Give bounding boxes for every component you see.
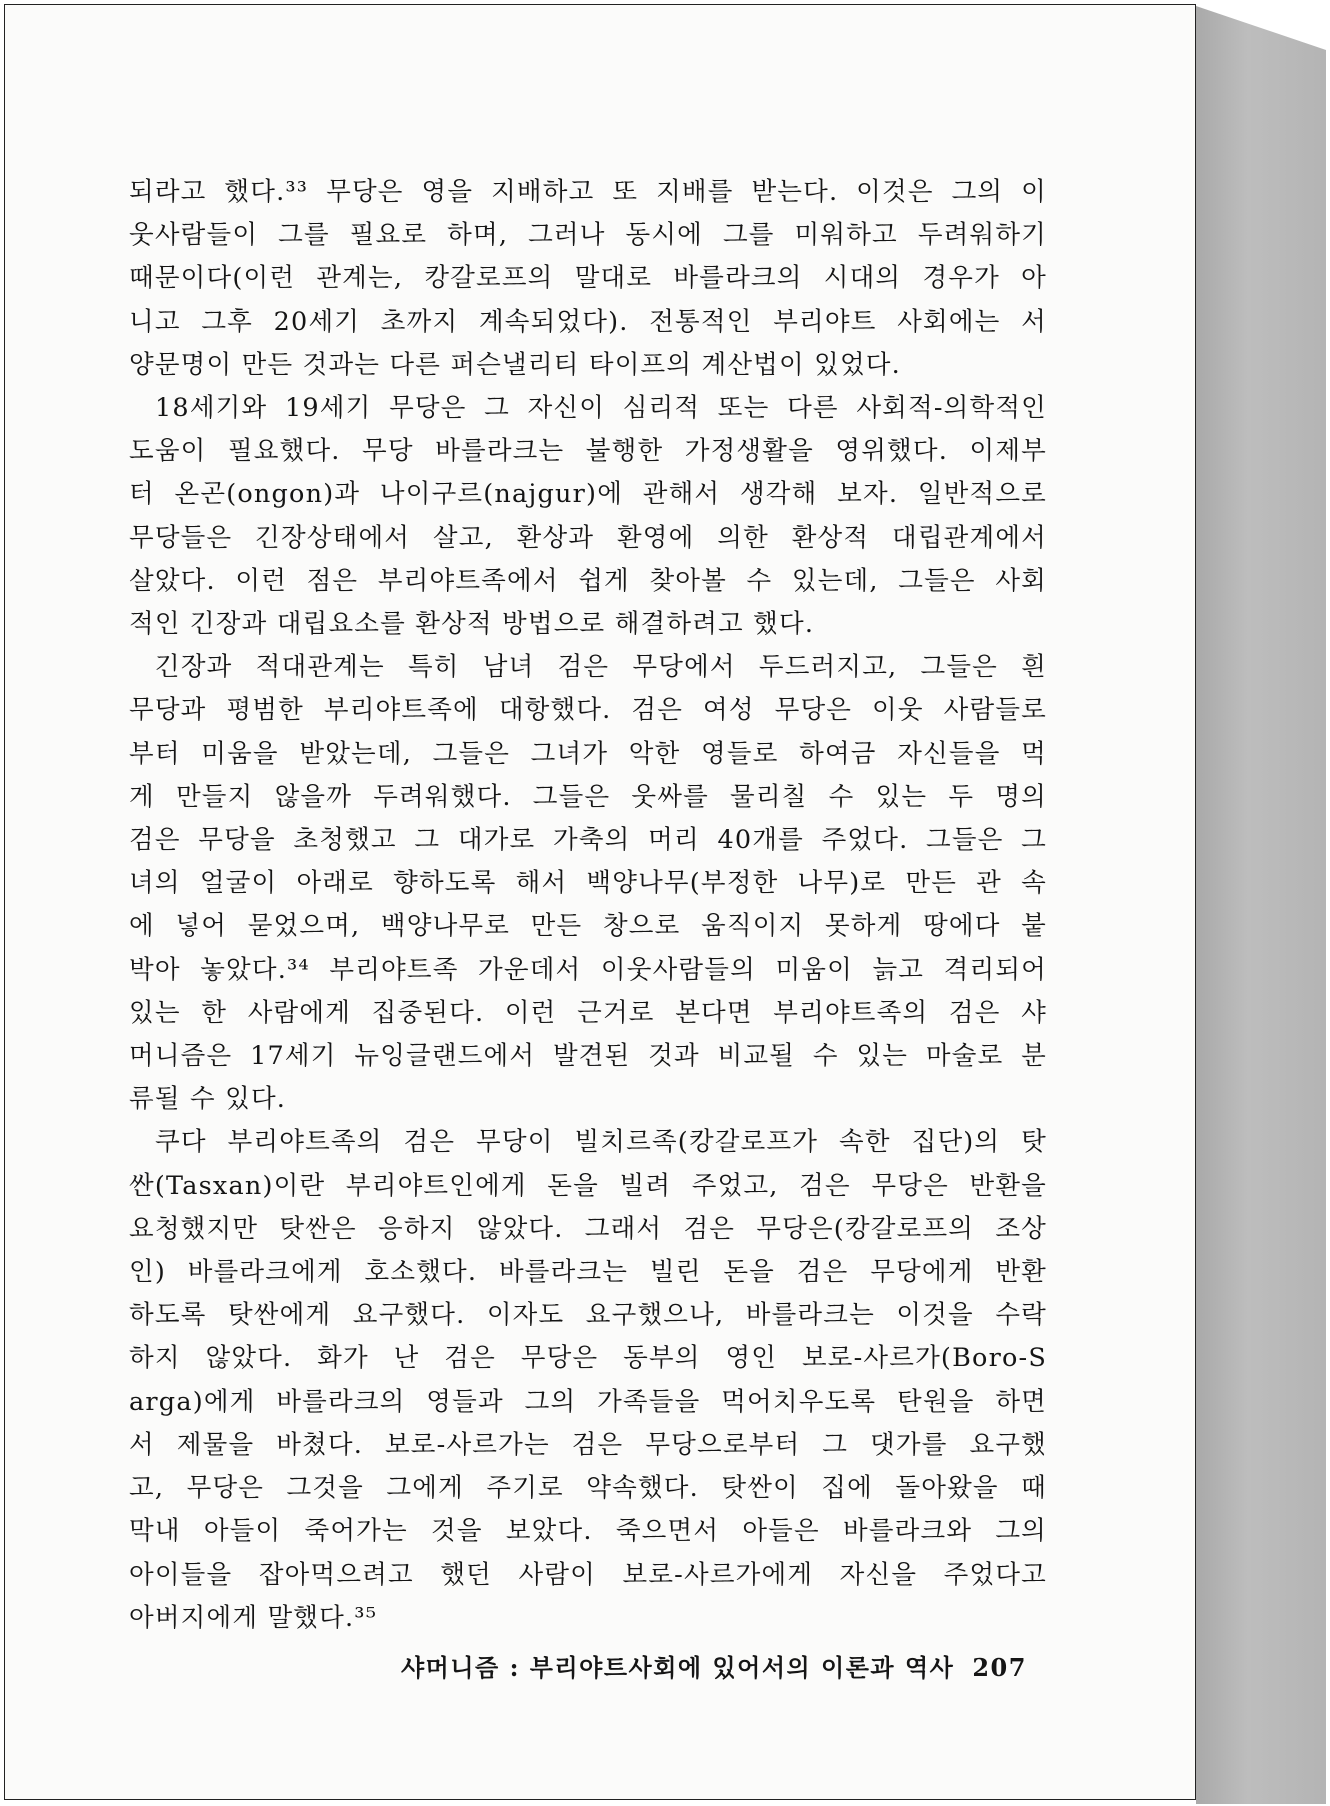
- text-line: 하도록 탓싼에게 요구했다. 이자도 요구했으나, 바를라크는 이것을 수락: [129, 1300, 1047, 1331]
- text-line: 싼(Tasxan)이란 부리야트인에게 돈을 빌려 주었고, 검은 무당은 반환을: [129, 1170, 1047, 1201]
- paragraph-1: [129, 171, 1047, 387]
- text-line: 때문이다(이런 관계는, 캉갈로프의 말대로 바를라크의 시대의 경우가 아: [129, 263, 1047, 294]
- running-title: 샤머니즘 : 부리야트사회에 있어서의 이론과 역사: [401, 1653, 955, 1682]
- text-line: 고, 무당은 그것을 그에게 주기로 약속했다. 탓싼이 집에 돌아왔을 때: [129, 1473, 1047, 1504]
- text-line: 도움이 필요했다. 무당 바를라크는 불행한 가정생활을 영위했다. 이제부: [129, 436, 1047, 467]
- text-line: 아버지에게 말했다.³⁵: [129, 1602, 378, 1633]
- paragraph-2: [129, 387, 1047, 646]
- paragraph-4: [129, 1121, 1047, 1639]
- text-line: 게 만들지 않을까 두려워했다. 그들은 웃싸를 물리칠 수 있는 두 명의: [129, 781, 1047, 812]
- text-line: 머니즘은 17세기 뉴잉글랜드에서 발견된 것과 비교될 수 있는 마술로 분: [129, 1041, 1047, 1072]
- text-line: 검은 무당을 초청했고 그 대가로 가축의 머리 40개를 주었다. 그들은 그: [129, 825, 1047, 856]
- text-line: 양문명이 만든 것과는 다른 퍼슨낼리티 타이프의 계산법이 있었다.: [129, 349, 901, 380]
- text-line: 웃사람들이 그를 필요로 하며, 그러나 동시에 그를 미워하고 두려워하기: [129, 220, 1047, 251]
- text-line: 서 제물을 바쳤다. 보로-사르가는 검은 무당으로부터 그 댓가를 요구했: [129, 1429, 1047, 1460]
- text-line: 되라고 했다.³³ 무당은 영을 지배하고 또 지배를 받는다. 이것은 그의 이: [129, 177, 1047, 207]
- text-line: 무당과 평범한 부리야트족에 대항했다. 검은 여성 무당은 이웃 사람들로: [129, 695, 1047, 726]
- text-line: 아이들을 잡아먹으려고 했던 사람이 보로-사르가에게 자신을 주었다고: [129, 1559, 1047, 1590]
- body-text: [129, 171, 1047, 1640]
- text-line: 무당들은 긴장상태에서 살고, 환상과 환영에 의한 환상적 대립관계에서: [129, 522, 1047, 553]
- text-line: 부터 미움을 받았는데, 그들은 그녀가 악한 영들로 하여금 자신들을 먹: [129, 738, 1047, 769]
- paragraph-3: [129, 646, 1047, 1121]
- text-line: 쿠다 부리야트족의 검은 무당이 빌치르족(캉갈로프가 속한 집단)의 탓: [155, 1127, 1047, 1158]
- text-line: 박아 놓았다.³⁴ 부리야트족 가운데서 이웃사람들의 미움이 늙고 격리되어: [129, 954, 1047, 985]
- text-line: 에 넣어 묻었으며, 백양나무로 만든 창으로 움직이지 못하게 땅에다 붙: [129, 911, 1047, 942]
- page-footer: [401, 1648, 1027, 1683]
- text-line: 적인 긴장과 대립요소를 환상적 방법으로 해결하려고 했다.: [129, 609, 815, 640]
- text-line: 터 온곤(ongon)과 나이구르(najgur)에 관해서 생각해 보자. 일반적으로: [129, 479, 1047, 510]
- text-line: 있는 한 사람에게 집중된다. 이런 근거로 본다면 부리야트족의 검은 샤: [129, 997, 1047, 1028]
- text-line: 요청했지만 탓싼은 응하지 않았다. 그래서 검은 무당은(캉갈로프의 조상: [129, 1213, 1047, 1244]
- text-line: 녀의 얼굴이 아래로 향하도록 해서 백양나무(부정한 나무)로 만든 관 속: [129, 868, 1047, 899]
- text-line: 18세기와 19세기 무당은 그 자신이 심리적 또는 다른 사회적-의학적인: [155, 393, 1047, 424]
- book-page: [4, 4, 1196, 1800]
- page-surface: [5, 5, 1195, 1799]
- text-line: 인) 바를라크에게 호소했다. 바를라크는 빌린 돈을 검은 무당에게 반환: [129, 1257, 1047, 1288]
- text-line: 막내 아들이 죽어가는 것을 보았다. 죽으면서 아들은 바를라크와 그의: [129, 1516, 1047, 1547]
- page-number: 207: [972, 1653, 1027, 1682]
- text-line: 니고 그후 20세기 초까지 계속되었다). 전통적인 부리야트 사회에는 서: [129, 306, 1047, 337]
- text-line: arga)에게 바를라크의 영들과 그의 가족들을 먹어치우도록 탄원을 하면: [129, 1386, 1047, 1417]
- text-line: 살았다. 이런 점은 부리야트족에서 쉽게 찾아볼 수 있는데, 그들은 사회: [129, 565, 1047, 596]
- text-line: 긴장과 적대관계는 특히 남녀 검은 무당에서 두드러지고, 그들은 흰: [155, 652, 1047, 683]
- book-page-edges: [1196, 6, 1326, 1804]
- text-line: 류될 수 있다.: [129, 1084, 287, 1115]
- text-line: 하지 않았다. 화가 난 검은 무당은 동부의 영인 보로-사르가(Boro-S: [129, 1343, 1047, 1374]
